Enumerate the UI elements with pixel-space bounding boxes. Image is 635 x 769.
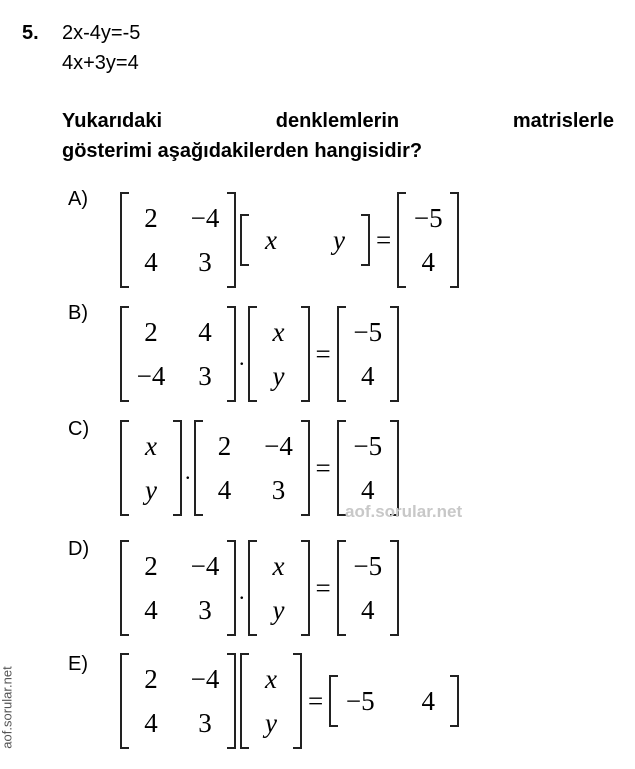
matrix-cell: −5 [353,551,383,581]
side-watermark: aof.sorular.net [0,666,15,749]
matrix-cell: 4 [360,361,375,391]
matrix-cell: 3 [198,595,212,625]
matrix-cell: 4 [421,247,435,277]
matrix-cell: −5 [353,317,383,347]
matrix-cell: 2 [217,431,232,461]
matrix-cell: x [272,317,285,347]
matrix [194,420,310,516]
variable-matrix [248,306,310,402]
matrix-cell: 3 [198,708,212,738]
matrix-cell: y [333,225,345,255]
question-text [62,106,614,166]
matrix-cell: −4 [136,361,166,391]
matrix-cell: y [272,595,285,625]
matrix [120,653,236,749]
variable-matrix [240,214,370,266]
variable-matrix [248,540,310,636]
equation-1: 2x-4y=-5 [62,22,141,44]
matrix [120,192,236,288]
variable-matrix [120,420,182,516]
matrix-cell: 3 [198,361,212,391]
matrix-cell: x [145,431,157,461]
equals-sign: = [376,224,392,255]
matrix-cell: 2 [144,317,158,347]
matrix [120,306,236,402]
matrix-cell: 4 [360,595,375,625]
option-expression[interactable] [118,192,461,288]
multiply-dot: . [239,345,245,370]
question-text-line-1: Yukarıdaki denklemlerin matrislerle [62,110,614,132]
matrix-cell: −4 [190,551,220,581]
matrix-cell: −4 [264,431,293,461]
option-label[interactable]: D) [68,538,90,560]
matrix [337,306,399,402]
option-expression[interactable] [118,540,401,636]
matrix-cell: 4 [144,708,158,738]
matrix-cell: x [272,551,285,581]
matrix-cell: −5 [413,203,443,233]
matrix-cell: 4 [217,475,232,505]
matrix-cell: 2 [144,203,158,233]
multiply-dot: . [185,459,191,484]
equals-sign: = [315,572,331,603]
matrix-cell: y [265,708,277,738]
matrix-cell: −4 [190,664,220,694]
matrix-cell: 2 [144,664,158,694]
matrix-cell: 4 [421,686,435,716]
watermark: aof.sorular.net [345,502,463,521]
matrix-cell: −5 [345,686,375,716]
matrix-cell: −4 [190,203,220,233]
equation-2: 4x+3y=4 [62,52,139,74]
matrix-cell: 3 [271,475,286,505]
option-label[interactable]: E) [68,653,88,675]
matrix [397,192,459,288]
matrix-cell: 4 [198,317,212,347]
option-label[interactable]: A) [68,188,88,210]
matrix-cell: −5 [353,431,383,461]
matrix [337,540,399,636]
matrix-cell: x [265,225,277,255]
equals-sign: = [308,685,324,716]
matrix-cell: y [145,475,157,505]
equals-sign: = [315,338,331,369]
variable-matrix [240,653,302,749]
matrix-cell: 4 [144,595,158,625]
matrix-cell: 4 [360,475,375,505]
matrix-cell: x [265,664,277,694]
matrix-cell: 2 [144,551,158,581]
equals-sign: = [315,452,331,483]
question-text-line-2: gösterimi aşağıdakilerden hangisidir? [62,140,423,162]
matrix [329,675,459,727]
matrix [120,540,236,636]
matrix-cell: 3 [198,247,212,277]
option-expression[interactable] [118,306,401,402]
option-label[interactable]: C) [68,418,90,440]
matrix-cell: y [272,361,285,391]
option-label[interactable]: B) [68,302,88,324]
question-number: 5. [22,22,39,44]
multiply-dot: . [239,579,245,604]
option-expression[interactable] [118,653,461,749]
matrix-cell: 4 [144,247,158,277]
